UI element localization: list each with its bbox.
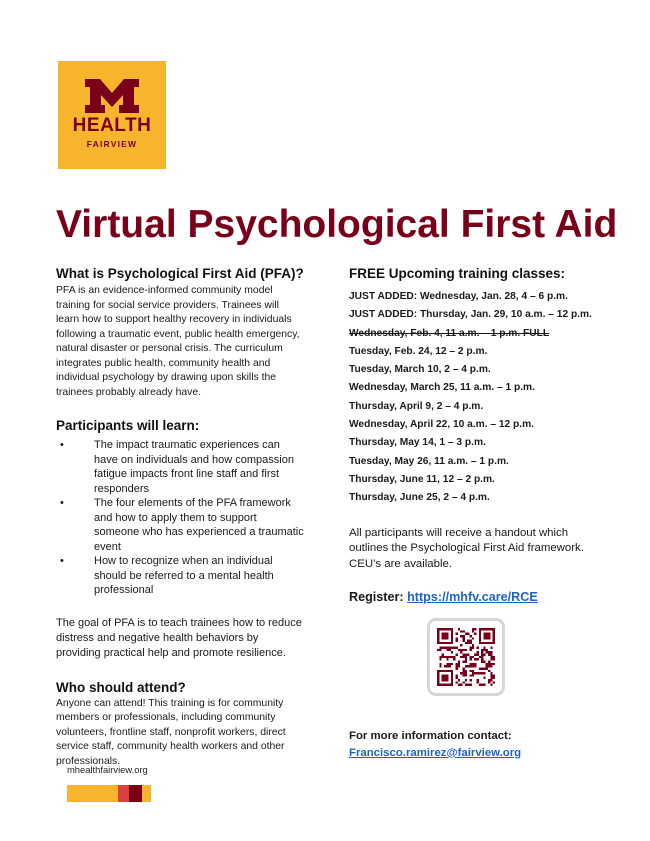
list-item: • The four elements of the PFA framework and how to apply them to support someone who has experienced a traumatic event (56, 496, 304, 554)
who-text: Anyone can attend! This training is for community members or professionals, including community volunteers, frontline staff, nonprofit workers, direct service staff, community health workers and other professionals. (56, 697, 286, 767)
contact-email-link[interactable]: Francisco.ramirez@fairview.org (349, 746, 522, 759)
what-heading: What is Psychological First Aid (PFA)? (56, 266, 304, 281)
class-date: Thursday, April 9, 2 – 4 p.m. (349, 400, 484, 412)
logo-fairview-text: FAIRVIEW (86, 139, 138, 149)
logo-health-text: HEALTH (72, 115, 152, 136)
who-heading: Who should attend? (56, 679, 186, 695)
qr-code[interactable] (427, 618, 505, 696)
class-date: Tuesday, May 26, 11 a.m. – 1 p.m. (349, 455, 509, 467)
class-date: JUST ADDED: Thursday, Jan. 29, 10 a.m. – 12 p.m. (349, 309, 592, 321)
right-column (349, 266, 599, 761)
class-date: JUST ADDED: Wednesday, Jan. 28, 4 – 6 p.m. (349, 291, 568, 302)
footer-color-bar (67, 785, 151, 802)
register-line (349, 590, 599, 604)
website-text: mhealthfairview.org (67, 764, 148, 775)
class-date: Wednesday, Feb. 4, 11 a.m. – 1 p.m. FULL (349, 327, 550, 339)
classes-heading: FREE Upcoming training classes: (349, 266, 566, 281)
class-date: Tuesday, Feb. 24, 12 – 2 p.m. (349, 345, 488, 357)
class-date: Thursday, June 11, 12 – 2 p.m. (349, 473, 495, 485)
list-item: • The impact traumatic experiences can have on individuals and how compassion fatigue impacts front line staff and first responders (56, 438, 304, 496)
learn-heading: Participants will learn: (56, 418, 200, 433)
class-date: Wednesday, March 25, 11 a.m. – 1 p.m. (349, 382, 535, 394)
what-text: PFA is an evidence-informed community model training for social service providers. Trainees will learn how to support healthy recovery in individuals following a traumatic event, public health emergency, natural disaster or personal crisis. The curriculum integrates public health, community health and individual psychology by drawing upon skills the trainees probably already have. (56, 285, 300, 398)
class-date: Thursday, May 14, 1 – 3 p.m. (349, 437, 486, 449)
block-m-icon (85, 79, 139, 113)
left-column (56, 266, 304, 769)
dates-list (349, 288, 599, 508)
page-title: Virtual Psychological First Aid (56, 203, 618, 246)
qr-code-icon (437, 628, 495, 686)
list-item: • How to recognize when an individual should be referred to a mental health professional (56, 554, 304, 598)
contact-label: For more information contact: (349, 729, 512, 742)
learn-list (56, 438, 304, 598)
goal-text: The goal of PFA is to teach trainees how to reduce distress and negative health behaviors by providing practical help and promote resilience. (56, 616, 302, 659)
class-date: Thursday, June 25, 2 – 4 p.m. (349, 492, 490, 504)
register-link[interactable]: https://mhfv.care/RCE (407, 589, 538, 604)
class-date: Tuesday, March 10, 2 – 4 p.m. (349, 364, 491, 376)
class-date: Wednesday, April 22, 10 a.m. – 12 p.m. (349, 419, 534, 431)
health-fairview-logo (58, 61, 166, 169)
register-label: Register: (349, 589, 404, 604)
handout-text: All participants will receive a handout which outlines the Psychological First Aid framework. CEU’s are available. (349, 526, 584, 571)
